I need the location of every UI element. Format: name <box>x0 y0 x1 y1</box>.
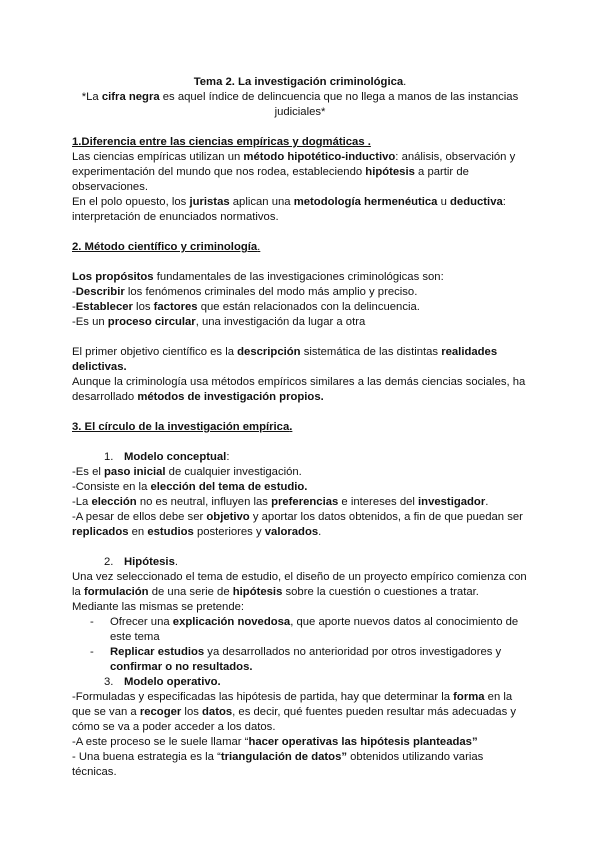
hypothesis-aim-1 <box>90 615 528 645</box>
bold-term: Los propósitos <box>72 271 154 283</box>
section-1-paragraph-1 <box>72 150 528 195</box>
text: -Es un <box>72 316 108 328</box>
model-title <box>124 555 178 570</box>
bold-term: método hipotético-inductivo <box>243 151 396 163</box>
purpose-item-1 <box>72 285 528 300</box>
bold-term: preferencias <box>271 496 339 508</box>
model-1-line-1 <box>72 465 528 480</box>
bold-term: valorados <box>264 526 319 538</box>
text: , que aporte nuevos datos al conocimiento de este tema <box>110 616 519 643</box>
bold-term: triangulación de datos” <box>220 751 348 763</box>
section-2-intro <box>72 270 528 285</box>
text: Aunque la criminología usa métodos empíricos similares a las demás ciencias sociales, ha desarrollado <box>72 376 526 403</box>
text: de cualquier investigación. <box>165 466 302 478</box>
text: El primer objetivo científico es la <box>72 346 238 358</box>
text: -Formuladas y especificadas las hipótesis de partida, hay que determinar la <box>72 691 454 703</box>
document-body <box>72 75 528 780</box>
text: . <box>485 496 489 508</box>
purpose-item-2 <box>72 300 528 315</box>
model-2-paragraph <box>72 570 528 615</box>
text: los <box>132 301 154 313</box>
bold-term: Replicar estudios <box>110 646 205 658</box>
purpose-item-3 <box>72 315 528 330</box>
text: e intereses del <box>338 496 419 508</box>
model-3-line-1 <box>72 690 528 735</box>
model-2-heading <box>104 555 528 570</box>
text: - <box>72 301 76 313</box>
text: y aportar los datos obtenidos, a fin de que puedan ser <box>249 511 523 523</box>
bold-term: recoger <box>139 706 182 718</box>
bold-term: descripción <box>237 346 301 358</box>
bold-term: métodos de investigación propios. <box>137 391 324 403</box>
section-3-heading <box>72 420 528 435</box>
bold-term: factores <box>153 301 198 313</box>
text: en <box>128 526 148 538</box>
model-title <box>124 450 229 465</box>
list-number: 2. <box>104 556 114 568</box>
text: fundamentales de las investigaciones criminológicas son: <box>153 271 444 283</box>
text: -La <box>72 496 92 508</box>
bold-term: metodología hermenéutica <box>293 196 438 208</box>
text: , es decir, qué fuentes pueden resultar más adecuadas y cómo se va a poder acceder a los datos. <box>72 706 517 733</box>
bold-term: explicación novedosa <box>172 616 291 628</box>
text: - Una buena estrategia es la “ <box>72 751 221 763</box>
text: , una investigación da lugar a otra <box>195 316 366 328</box>
section-2-paragraph-1 <box>72 345 528 375</box>
section-1-paragraph-2 <box>72 195 528 225</box>
text: En el polo opuesto, los <box>72 196 190 208</box>
text: Ofrecer una <box>110 616 173 628</box>
text: - <box>72 286 76 298</box>
bold-term: confirmar o no resultados. <box>110 661 253 673</box>
bold-term: paso inicial <box>104 466 166 478</box>
bold-term: hacer operativas las hipótesis planteadas” <box>248 736 478 748</box>
title-text: Tema 2. La investigación criminológica <box>193 76 404 88</box>
text: ya desarrollados no anterioridad por otros investigadores y <box>204 646 502 658</box>
text: sistemática de las distintas <box>300 346 442 358</box>
quote-term: cifra negra <box>101 91 160 103</box>
bold-term: elección <box>91 496 137 508</box>
dash-bullet: - <box>90 646 94 658</box>
model-1-line-3 <box>72 495 528 510</box>
document-title <box>72 75 528 90</box>
text: : interpretación de enunciados normativos. <box>72 196 506 223</box>
hypothesis-aim-2 <box>90 645 528 675</box>
text: los fenómenos criminales del modo más amplio y preciso. <box>124 286 418 298</box>
bold-term: proceso circular <box>107 316 196 328</box>
heading-punct: . <box>289 421 293 433</box>
text: obtenidos utilizando varias técnicas. <box>72 751 484 778</box>
bold-term: Establecer <box>75 301 133 313</box>
text: : <box>226 451 230 463</box>
model-1-line-2 <box>72 480 528 495</box>
text: . <box>174 556 178 568</box>
text: . <box>318 526 322 538</box>
text: no es neutral, influyen las <box>136 496 272 508</box>
text: -A pesar de ellos debe ser <box>72 511 207 523</box>
text: a partir de observaciones. <box>72 166 469 193</box>
bold-term: elección del tema de estudio. <box>150 481 308 493</box>
text: Una vez seleccionado el tema de estudio, el diseño de un proyecto empírico comienza con la <box>72 571 527 598</box>
bold-term: hipótesis <box>365 166 415 178</box>
model-1-line-4 <box>72 510 528 540</box>
bold-term: estudios <box>147 526 194 538</box>
heading-punct: . <box>257 241 261 253</box>
text: Las ciencias empíricas utilizan un <box>72 151 244 163</box>
bold-term: deductiva <box>450 196 503 208</box>
model-3-line-2 <box>72 735 528 750</box>
bold-term: formulación <box>83 586 149 598</box>
text: los <box>181 706 203 718</box>
bold-term: objetivo <box>206 511 250 523</box>
text: u <box>437 196 451 208</box>
list-number: 1. <box>104 451 114 463</box>
text: : análisis, observación y experimentación del mundo que nos rodea, estableciendo <box>72 151 516 178</box>
heading-text: 3. El círculo de la investigación empírica <box>72 421 290 433</box>
title-punct: . <box>403 76 407 88</box>
bold-term: Modelo operativo. <box>124 676 221 688</box>
bold-term: hipótesis <box>232 586 283 598</box>
model-1-heading <box>104 450 528 465</box>
text: -A este proceso se le suele llamar “ <box>72 736 249 748</box>
text: de una serie de <box>148 586 233 598</box>
bold-term: datos <box>202 706 233 718</box>
section-2-paragraph-2 <box>72 375 528 405</box>
text: en la que se van a <box>72 691 513 718</box>
text: sobre la cuestión o cuestiones a tratar. Mediante las mismas se pretende: <box>72 586 479 613</box>
heading-text: 2. Método científico y criminología <box>72 241 258 253</box>
text: aplican una <box>229 196 294 208</box>
bold-term: Modelo conceptual <box>124 451 227 463</box>
quote-text: es aquel índice de delincuencia que no llega a manos de las instancias judiciales* <box>159 91 519 118</box>
bold-term: juristas <box>189 196 230 208</box>
bold-term: Describir <box>75 286 125 298</box>
section-2-heading <box>72 240 528 255</box>
bold-term: investigador <box>418 496 486 508</box>
section-1-heading: 1.Diferencia entre las ciencias empíricas y dogmáticas . <box>72 136 371 148</box>
bold-term: Hipótesis <box>124 556 175 568</box>
quote-text: *La <box>81 91 102 103</box>
dash-bullet: - <box>90 616 94 628</box>
bold-term: forma <box>453 691 485 703</box>
cifra-negra-quote <box>72 90 528 120</box>
text: que están relacionados con la delincuencia. <box>197 301 420 313</box>
list-number: 3. <box>104 676 114 688</box>
text: posteriores y <box>193 526 265 538</box>
bold-term: realidades delictivas. <box>72 346 498 373</box>
text: -Consiste en la <box>72 481 151 493</box>
bold-term: replicados <box>72 526 129 538</box>
aim-text <box>110 645 528 675</box>
text: -Es el <box>72 466 105 478</box>
model-3-heading <box>104 675 528 690</box>
aim-text <box>110 615 528 645</box>
model-3-line-3 <box>72 750 528 780</box>
